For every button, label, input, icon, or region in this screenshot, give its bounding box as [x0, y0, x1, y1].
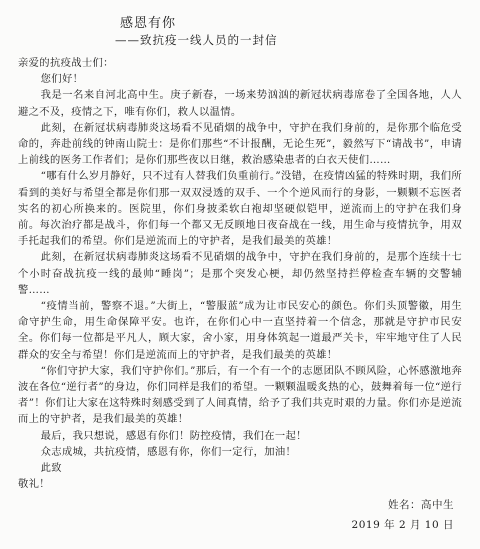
letter-body	[18, 55, 462, 492]
salutation: 亲爱的抗疫战士们：	[18, 57, 114, 69]
paragraph: 我是一名来自河北高中生。庚子新春，一场来势汹汹的新冠状病毒席卷了全国各地，人人避之不及，疫情之下，唯有你们，救人以温情。	[18, 89, 462, 118]
regards: 敬礼！	[18, 478, 50, 491]
paragraph: 此刻，在新冠状病毒肺炎这场看不见硝烟的战争中，守护在我们身前的，是你那个临危受命的，奔赴前线的钟南山院士：是你们那些“不计报酬，无论生死”，毅然写下“请战书”，申请上前线的医务工作者们；是你们那些夜以日继，救治感染患者的白衣天使们……	[18, 121, 462, 167]
paragraph: 最后，我只想说，感恩有你们！防控疫情，我们在一起！	[40, 429, 307, 442]
signature: 姓名：高中生	[388, 499, 454, 511]
letter-subtitle: ——致抗疫一线人员的一封信	[115, 33, 278, 47]
letter-title: 感恩有你	[120, 16, 177, 31]
paragraph: “哪有什么岁月静好，只不过有人替我们负重前行。”没错，在疫情凶猛的特殊时期，我们所看到的美好与希望全都是你们那一双双浸透的双手、一个个逆风而行的身影，一颗颗不忘医者实名的初心所换来的。医院里，你们身披柔软白袍却坚硬似铠甲，逆流而上的守护在我们身前。每次治疗都是战斗，你们每一个都又无反顾地日夜奋战在一线，用生命与疫情抗争，用双手托起我们的希望。你们是逆流而上的守护者，是我们最美的英雄！	[18, 170, 462, 248]
paragraph: “疫情当前，警察不退。”大街上，“警服蓝”成为让市民安心的颜色。你们头顶警徽，用生命守护生命，用生命保障平安。也许，在你们心中一直坚持着一个信念，那就是守护市民安全。你们每一位都是平凡人，顾大家，舍小家，用身体筑起一道最严关卡，牢牢地守住了人民群众的安全与希望！你们是逆流而上的守护者，是我们最美的英雄！	[18, 300, 462, 361]
paragraph: 众志成城，共抗疫情，感恩有你，你们一定行，加油！	[40, 445, 297, 458]
letter-date: 2019 年 2 月 10 日	[351, 519, 454, 531]
paragraph: 此刻，在新冠状病毒肺炎这场看不见硝烟的战争中，守护在我们身前的，是那个连续十七个小时奋战抗疫一线的最帅“睡岗”；是那个突发心梗，却仍然坚持拦停检查车辆的交警辅警……	[18, 251, 462, 296]
closing: 此致	[40, 462, 62, 475]
paragraph: “你们守护大家，我们守护你们。”那后，有一个有一个的志愿团队不顾风险，心怀感激地奔波在各位“逆行者”的身边，你们同样是我们的希望。一颗颗温暖炙热的心，鼓舞着每一位“逆行者”！你们让大家在这特殊时刻感受到了人间真情，给予了我们共克时艰的力量。你们亦是逆流而上的守护者，是我们最美的英雄！	[18, 364, 462, 426]
greeting: 您们好！	[40, 73, 84, 86]
